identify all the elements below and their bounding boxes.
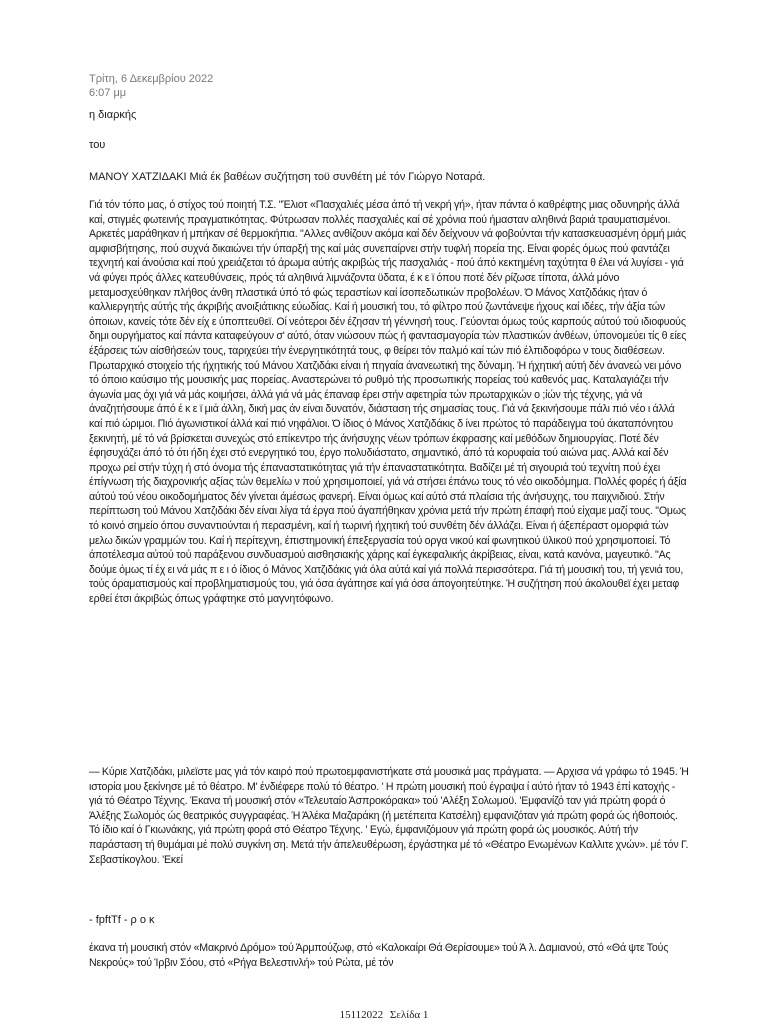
footer-date-code: 15112022 <box>339 1009 384 1021</box>
document-time: 6:07 μμ <box>89 87 127 99</box>
body-short-line: - fpftTf - ρ ο κ <box>89 914 155 926</box>
article-headline: ΜΑΝΟΥ ΧΑΤΖΙΔΑΚΙ Μιά έκ βαθέων συζήτηση τοϋ συνθέτη μέ τόν Γιώργο Νοταρά. <box>89 171 486 183</box>
document-date: Τρίτη, 6 Δεκεμβρίου 2022 <box>89 73 214 85</box>
intro-line-2: του <box>89 139 106 151</box>
document-timestamp <box>89 72 213 100</box>
footer-page-label: Σελίδα 1 <box>389 1009 429 1021</box>
body-paragraph-2: — Κύριε Χατζιδάκι, μιλεϊστε μας γιά τόν καιρό πού πρωτοεμφανιστήκατε στά μουσικά μας πράγματα. — Αρχισα νά γράφω τό 1945. Ή ιστορία μου ξεκίνησε μέ τό θέατρο. Μ' ένδιέφερε πολύ τό θέατρο. ' Η πρώτη μουσική πού έγραψα ί αύτό ήταν τό 1943 έπί κατοχής - γιά τό Θέατρο Τέχνης. Έκανα τή μουσική στόν «Τελευταίο Άσπροκόρακα» τού 'Αλέξη Σολωμοϋ. 'Εμφανίζό ταν γιά πρώτη φορά ό Άλέξης Σωλομός ώς θεατρικός συγγραφέας. Ή Άλέκα Μαζαράκη (ή μετέπειτα Κατσέλη) εμφανιζόταν γιά πρώτη φορά ώς ήθοποιός. Τό ίδιο καί ό Γκιωνάκης, γιά πρώτη φορά στό Θέατρο Τέχνης. ' Εγώ, έμφανιζόμουν γιά πρώτη φορά ώς μουσικός. Αύτή τήν παράσταση τή θυμάμαι μέ πολύ συγκίνη ση. Μετά τήν άπελευθέρωση, έργάστηκα μέ τό «Θέατρο Ενωμένων Καλλιτε χνών». μέ τόν Γ. Σεβαστίκογλου. 'Εκεί <box>89 766 689 866</box>
page-footer <box>0 1009 768 1022</box>
body-paragraph-3: έκανα τή μουσική στόν «Μακρινό Δρόμο» τού Άρμπούζωφ, στό «Καλοκαίρι Θά Θερίσουμε» τού Ά λ. Δαμιανού, στό «Θά ψτε Τούς Νεκρούς» τού Ίρβιν Σόου, στό «Ρήγα Βελεστινλή» τού Ρώτα, μέ τόν <box>89 942 669 969</box>
body-paragraph-1: Γιά τόν τόπο μας, ό στίχος τού ποιητή Τ.Σ. "Έλιοτ «Πασχαλιές μέσα άπό τή νεκρή γή», ήταν πάντα ό καθρέφτης μιας οδυνηρής άλλά καί, στιγμές φωτεινής πραγματικότητας. Φύτρωσαν πολλές πασχαλιές καί σέ χρόνια πού ήμασταν αληθινά βαριά τραυματισμένοι. Αρκετές μαράθηκαν ή μπήκαν σέ θερμοκήπια. "Αλλες ανθίζουν ακόμα καί δέν δείχνουν νά φοβούνται τήν κατασκευασμένη όρμή μιάς αμφισβήτησης, πού συχνά δικαιώνει τήν ύπαρξή της καί μάς συνεπαίρνει στήν τυφλή πορεία της. Είναι φορές όμως πού φαντάζει τεχνητή καί άνούσια καί πού χρειάζεται τό άρωμα αύτής ακριβώς τής πασχαλιάς - πού άπό κεκτημένη ταχύτητα θ έλει νά λυγίσει - γιά νά φύγει πρός άλλες κατευθύνσεις, πρός τά αληθινά λιμνάζοντα ϋδατα, έ κ ε ϊ όπου ποτέ δέν ρίζωσε τίποτα, άλλά μόνο μεταμοσχεύθηκαν πλήθος άνθη πλαστικά ύπό τό φώς τεραστίων καί ίσοπεδωτικών προβολέων. Ό Μάνος Χατζιδάκις ήταν ό καλλιεργητής αύτής τής άκριβής ανοιξιάτικης εύωδίας. Καί ή μουσική του, τό φίλτρο πού ζωντάνεψε ήχους καί ιδέες, τήν άξία τών όποιων, κανείς τότε δέν είχ ε ύποπτευθεϊ. Οί νεότεροι δέν έζησαν τή γέννησή τους. Γεύονται όμως τούς καρπούς αύτού τού ιδιοφυούς δημι ουργήματος καί πάντα καταφεύγουν σ' αύτό, όταν νιώσουν πώς ή φαντασμαγορία τών πλαστικών άνθέων, ύπονομεύει τίς θ είες έξάρσεις τών αίσθήσεών τους, ταριχεύει τήν ένεργητικότητά τους, φ θείρει τόν παλμό καί τών πιό έλπιδοφόρω ν τους διαθέσεων. Πρωταρχικό στοιχείο τής ήχητικής τού Μάνου Χατζιδάκι είναι ή πηγαία άνανεωτική της δύναμη. Ή ήχητική αύτή δέν άνανεώ νει μόνο τό όποιο καύσιμο τής μουσικής μας πορείας. Αναστερώνει τό ρυθμό τής προσωπικής πορείας τού καθενός μας. Καταλαγιάζει τήν άγωνία μας όχι γιά νά μάς κοιμήσει, άλλά γιά νά μάς έπαναφ έρει στήν αφετηρία τών πρωταρχικών ο ;ίών τής τέχνης, γιά νά άναζητήσουμε άπό έ κ ε ϊ μιά άλλη, δική μας άν είναι δυνατόν, διάσταση τής σημασίας τους. Γιά νά ξεκινήσουμε πάλι πιό νέο ι άλλά καί πιό ώριμοι. Πιό άγωνιστικοί άλλά καί πιό νηφάλιοι. Ό ίδιος ό Μάνος Χατζιδάκις δ ίνει πρώτος τό παράδειγμα τού άκαταπόνητου ξεκινητή, μέ τό νά βρίσκεται συνεχώς στό επίκεντρο τής άνήσυχης νέων τρόπων έκφρασης καί μεθόδων δημιουργίας. Ποτέ δέν έφησυχάζει άπό τό ότι ήδη έχει στό ενεργητικό του, έργο πολυδιάστατο, σημαντικό, άπό τά κορυφαία τού αιώνα μας. Αλλά καί δέν προχω ρεί στήν τύχη ή στό όνομα τής έπαναστατικότητας γιά τήν έπαναστατικότητα. Βαδίζει μέ τή σιγουριά τού τεχνίτη πού έχει έπίγνωση τής διαχρονικής αξίας τών θεμελίω ν πού χρησιμοποιεί, γιά νά στήσει έπάνω τους τό νέο οικοδόμημα. Πολλές φορές ή άξία αύτού τού νέου οικοδομήματος δέν γίνεται άμέσως φανερή. Είναι όμως καί αύτό στά πλαίσια τής άνήσυχης, του παιχνιδιού. Στήν περίπτωση τού Μάνου Χατζιδάκι δέν είναι λίγα τά έργα πού άγαπήθηκαν χρόνια μετά τήν πρώτη έπαφή πού είχαμε μαζί τους. "Ομως τό κοινό σημείο όπου συναντιούνται ή περασμένη, καί ή τωρινή ήχητική τού συνθέτη δέν άλλάζει. Είναι ή άξεπέραστ ομορφιά τών μελω δικών γραμμών του. Καί ή περίτεχνη, έπιστημονική έπεξεργασία τού οργα νικού καί φωνητικού ϋλικοϋ πού χρησιμοποιεί. Τό άποτέλεσμα αύτού τού παράξενου συνδυασμού αισθησιακής χάρης καί έγκεφαλικής άκρίβειας, είναι, κατά κανόνα, μαγευτικό. "Ας δούμε όμως τί έχ ει νά μάς π ε ι ό ίδιος ό Μάνος Χατζιδάκις γιά όλα αύτά καί γιά πολλά περισσότερα. Γιά τή μουσική του, τή γενιά του, τούς όραματισμούς καί προβληματισμούς του, γιά όσα άγάπησε καί γιά όσα άπογοητεύτηκε. Ή συζήτηση πού άκολουθεϊ έχει μεταφ ερθεί έτσι άκριβώς όπως γράφτηκε στό μαγνητόφωνο. <box>89 199 687 606</box>
intro-line-1: η διαρκής <box>89 109 137 121</box>
